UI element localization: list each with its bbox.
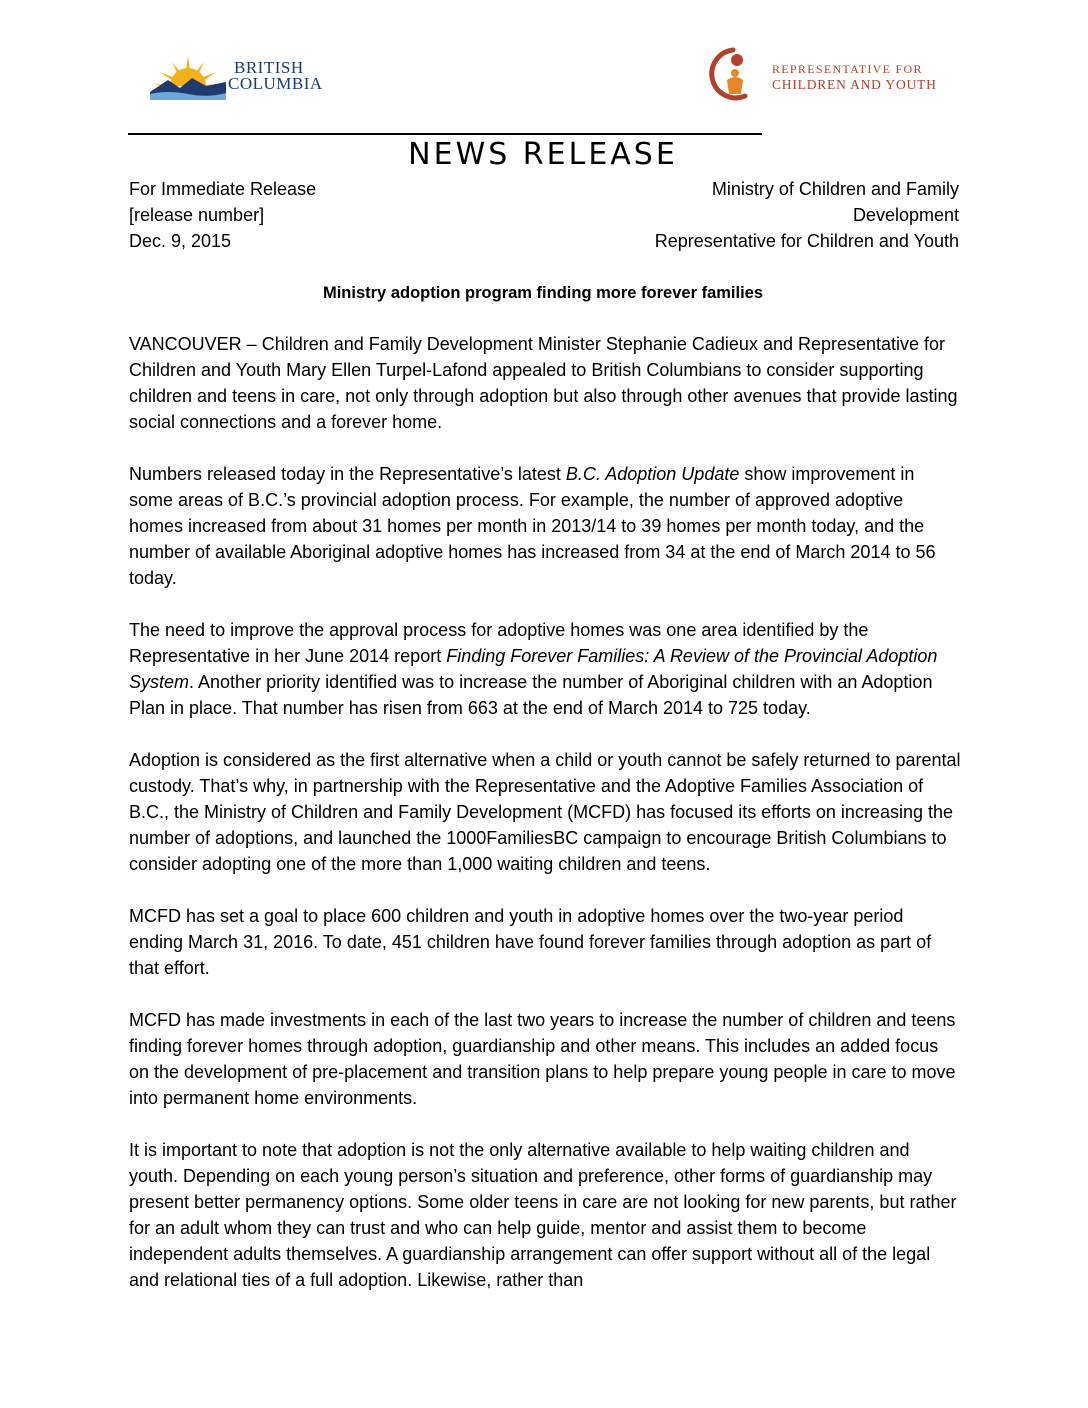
body-paragraph: Adoption is considered as the first alternative when a child or youth cannot be safely returned to parental custody. That’s why, in partnership with the Representative and the Adoptive Families Association of B.C., the Ministry of Children and Family Development (MCFD) has focused its efforts on increasing the number of adoptions, and launched the 1000FamiliesBC campaign to encourage British Columbians to consider adopting one of the more than 1,000 waiting children and teens. [129, 750, 961, 874]
release-title: Ministry adoption program finding more forever families [322, 284, 764, 302]
rcy-logo-line1: REPRESENTATIVE FOR [772, 62, 923, 76]
rcy-emblem-icon [697, 44, 761, 104]
issuing-organizations [655, 176, 959, 254]
release-body [129, 331, 961, 1319]
body-paragraph: The need to improve the approval process for adoptive homes was one area identified by the Representative in her June 2014 report Finding Forever Families: A Review of the Provincial Adoption System. Another priority identified was to increase the number of Aboriginal children with an Adoption Plan in place. That number has risen from 663 at the end of March 2014 to 725 today. [129, 620, 938, 718]
bc-logo-line1: BRITISH [234, 58, 304, 77]
body-paragraph: MCFD has set a goal to place 600 children and youth in adoptive homes over the two-year period ending March 31, 2016. To date, 451 children have found forever families through adoption as part of that effort. [129, 906, 932, 978]
body-paragraph: Numbers released today in the Representative’s latest B.C. Adoption Update show improvement in some areas of B.C.’s provincial adoption process. For example, the number of approved adoptive homes increased from about 31 homes per month in 2013/14 to 39 homes per month today, and the number of available Aboriginal adoptive homes has increased from 34 at the end of March 2014 to 56 today. [129, 464, 936, 588]
organization-line: Ministry of Children and Family [711, 179, 959, 199]
report-title: Finding Forever Families: A Review of the Provincial Adoption System [129, 646, 938, 692]
sun-mountain-emblem-icon [148, 50, 228, 100]
body-paragraph: It is important to note that adoption is not the only alternative available to help waiting children and youth. Depending on each young person’s situation and preference, other forms of guardianship may present better permanency options. Some older teens in care are not looking for new parents, but rather for an adult whom they can trust and who can help guide, mentor and assist them to become independent adults themselves. A guardianship arrangement can offer support without all of the legal and relational ties of a full adoption. Likewise, rather than [129, 1140, 957, 1290]
body-paragraph: VANCOUVER – Children and Family Development Minister Stephanie Cadieux and Representative for Children and Youth Mary Ellen Turpel-Lafond appealed to British Columbians to consider supporting children and teens in care, not only through adoption but also through other avenues that provide lasting social connections and a forever home. [129, 334, 958, 432]
organization-line: Development [852, 205, 959, 225]
release-type: For Immediate Release [129, 179, 317, 199]
report-title: B.C. Adoption Update [565, 464, 740, 484]
rcy-logo [697, 44, 937, 104]
release-info [129, 176, 316, 254]
british-columbia-logo [148, 50, 338, 100]
header-rule [128, 133, 762, 135]
news-release-heading: NEWS RELEASE [408, 137, 678, 172]
rcy-logo-line2: CHILDREN AND YOUTH [772, 77, 937, 92]
bc-logo-line2: COLUMBIA [228, 74, 323, 93]
release-number: [release number] [129, 205, 265, 225]
organization-line: Representative for Children and Youth [654, 231, 959, 251]
release-date: Dec. 9, 2015 [129, 231, 232, 251]
body-paragraph: MCFD has made investments in each of the last two years to increase the number of children and teens finding forever homes through adoption, guardianship and other means. This includes an added focus on the development of pre-placement and transition plans to help prepare young people in care to move into permanent home environments. [129, 1010, 956, 1108]
